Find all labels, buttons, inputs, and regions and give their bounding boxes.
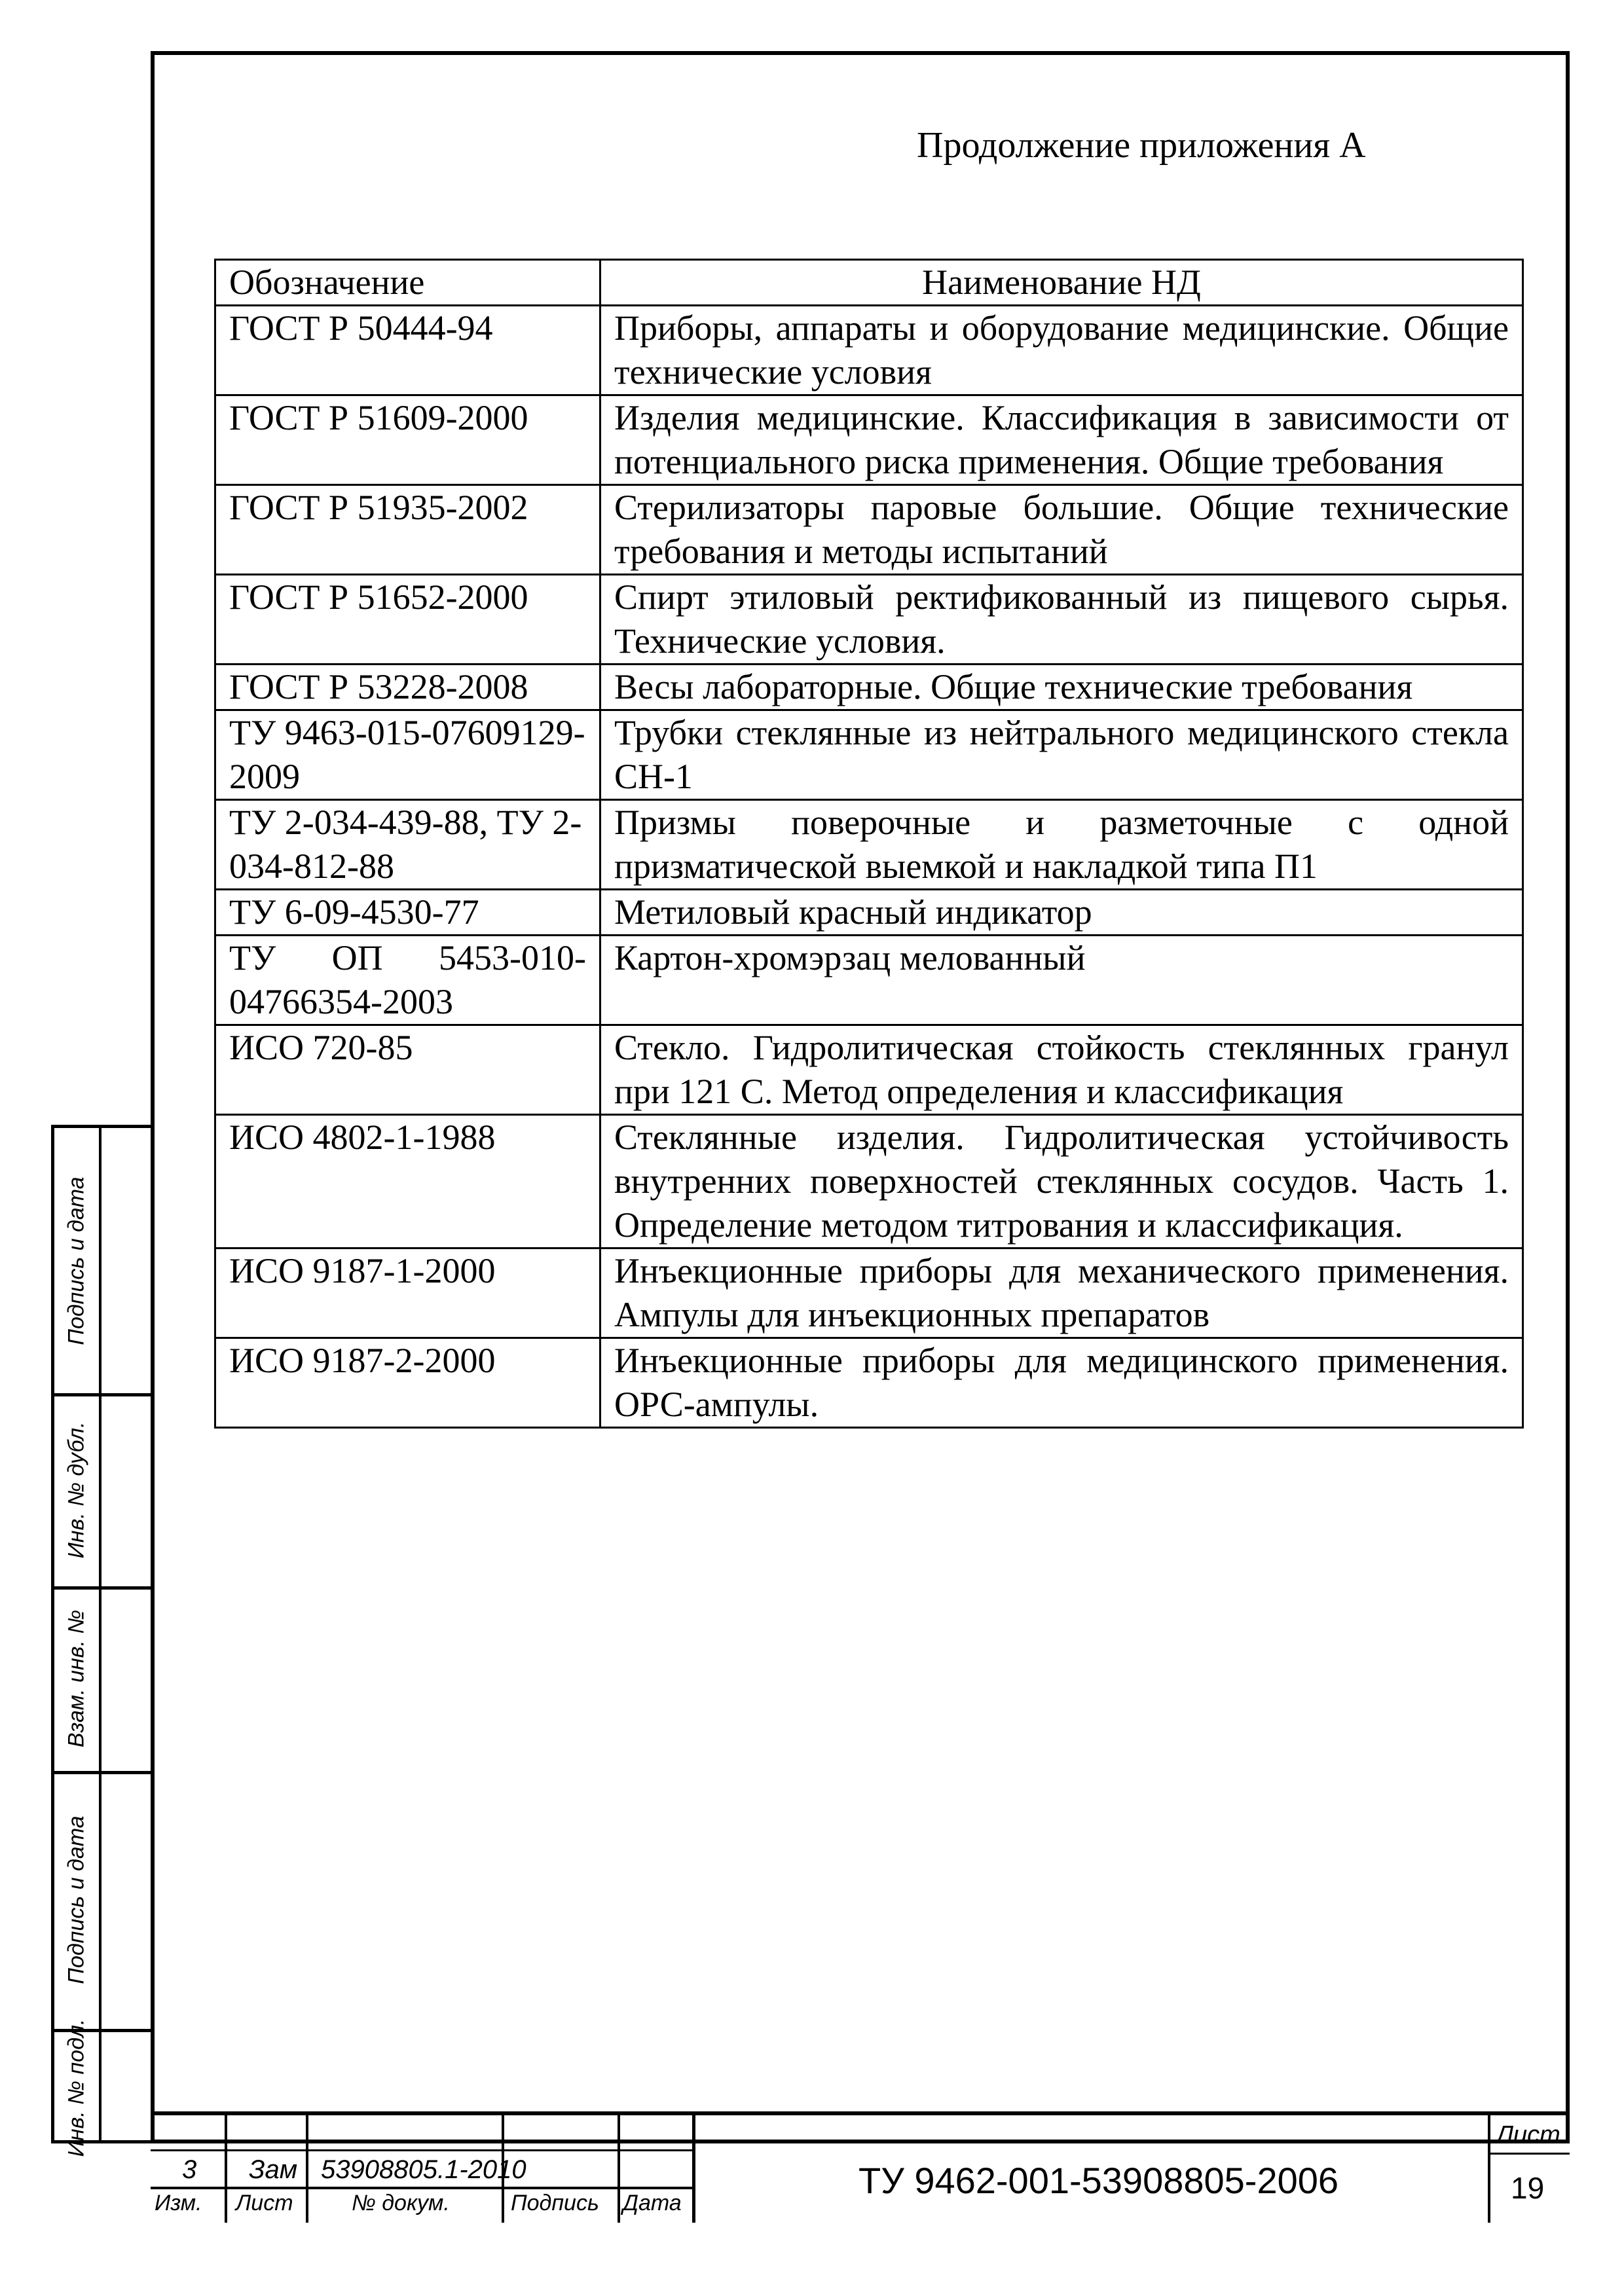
document-name-cell: Инъекционные приборы для механического применения. Ампулы для инъекционных препаратов (600, 1248, 1523, 1338)
designation-cell: ГОСТ Р 53228-2008 (215, 665, 600, 710)
table-row (215, 936, 1523, 1025)
title-block-top-border (151, 2111, 1570, 2115)
side-stamp-label: Взам. инв. № (64, 1609, 89, 1748)
side-stamp-label: Подпись и дата (64, 1815, 89, 1984)
table-row (215, 575, 1523, 665)
title-block-col-line (306, 2111, 308, 2223)
document-name-cell: Инъекционные приборы для медицинского применения. ОРС-ампулы. (600, 1338, 1523, 1428)
caption-doc-number: № докум. (352, 2191, 450, 2215)
change-document-number: 53908805.1-2010 (321, 2155, 526, 2184)
table-row (215, 665, 1523, 710)
designation-cell: ИСО 9187-2-2000 (215, 1338, 600, 1428)
table-row (215, 395, 1523, 485)
caption-date: Дата (623, 2191, 682, 2215)
designation-cell: ТУ 6-09-4530-77 (215, 890, 600, 936)
designation-cell: ТУ 9463-015-07609129-2009 (215, 710, 600, 800)
title-block-row-line (151, 2187, 693, 2189)
designation-cell: ИСО 4802-1-1988 (215, 1115, 600, 1248)
column-header-designation: Обозначение (215, 260, 600, 306)
side-stamp-label: Инв. № подл. (64, 2018, 89, 2157)
designation-cell: ТУ 2-034-439-88, ТУ 2-034-812-88 (215, 800, 600, 890)
document-name-cell: Стерилизаторы паровые большие. Общие технические требования и методы испытаний (600, 485, 1523, 575)
table-header-row (215, 260, 1523, 306)
table-row (215, 710, 1523, 800)
caption-izm: Изм. (155, 2191, 202, 2215)
table-row (215, 890, 1523, 936)
table-row (215, 1338, 1523, 1428)
title-block-col-line (618, 2111, 620, 2223)
title-block-col-line (225, 2111, 227, 2223)
document-name-cell: Трубки стеклянные из нейтрального медицинского стекла СН-1 (600, 710, 1523, 800)
document-name-cell: Стекло. Гидролитическая стойкость стеклянных гранул при 121 С. Метод определения и классификация (600, 1025, 1523, 1115)
change-type: Зам (249, 2155, 298, 2184)
side-stamp-label: Инв. № дубл. (64, 1421, 89, 1559)
document-name-cell: Призмы поверочные и разметочные с одной призматической выемкой и накладкой типа П1 (600, 800, 1523, 890)
title-block-row-line (151, 2149, 693, 2151)
side-stamp-label: Подпись и дата (64, 1176, 89, 1345)
table-row (215, 485, 1523, 575)
document-name-cell: Приборы, аппараты и оборудование медицинские. Общие технические условия (600, 306, 1523, 395)
designation-cell: ИСО 9187-1-2000 (215, 1248, 600, 1338)
designation-cell: ГОСТ Р 51935-2002 (215, 485, 600, 575)
document-name-cell: Картон-хромэрзац мелованный (600, 936, 1523, 1025)
document-name-cell: Стеклянные изделия. Гидролитическая устойчивость внутренних поверхностей стеклянных сосудов. Часть 1. Определение методом титрования и классификация. (600, 1115, 1523, 1248)
side-stamp-value-column (99, 1128, 154, 2140)
appendix-continuation-heading: Продолжение приложения А (917, 125, 1366, 166)
table-row (215, 1115, 1523, 1248)
document-name-cell: Изделия медицинские. Классификация в зависимости от потенциального риска применения. Общие требования (600, 395, 1523, 485)
side-stamp (51, 1125, 151, 2157)
caption-signature: Подпись (511, 2191, 599, 2215)
table-row (215, 1248, 1523, 1338)
document-name-cell: Весы лабораторные. Общие технические требования (600, 665, 1523, 710)
table-row (215, 306, 1523, 395)
table-row (215, 800, 1523, 890)
designation-cell: ИСО 720-85 (215, 1025, 600, 1115)
change-number: 3 (182, 2155, 197, 2184)
document-designation: ТУ 9462-001-53908805-2006 (858, 2160, 1339, 2201)
designation-cell: ГОСТ Р 51652-2000 (215, 575, 600, 665)
caption-list: Лист (236, 2191, 293, 2215)
title-block-row-line (1488, 2153, 1570, 2155)
designation-cell: ГОСТ Р 51609-2000 (215, 395, 600, 485)
table-row (215, 1025, 1523, 1115)
designation-cell: ГОСТ Р 50444-94 (215, 306, 600, 395)
document-name-cell: Метиловый красный индикатор (600, 890, 1523, 936)
normative-documents-table (214, 259, 1524, 1429)
document-name-cell: Спирт этиловый ректификованный из пищевого сырья. Технические условия. (600, 575, 1523, 665)
sheet-number: 19 (1511, 2171, 1545, 2205)
sheet-caption: Лист (1496, 2121, 1560, 2149)
designation-cell: ТУ ОП 5453-010-04766354-2003 (215, 936, 600, 1025)
column-header-name: Наименование НД (600, 260, 1523, 306)
